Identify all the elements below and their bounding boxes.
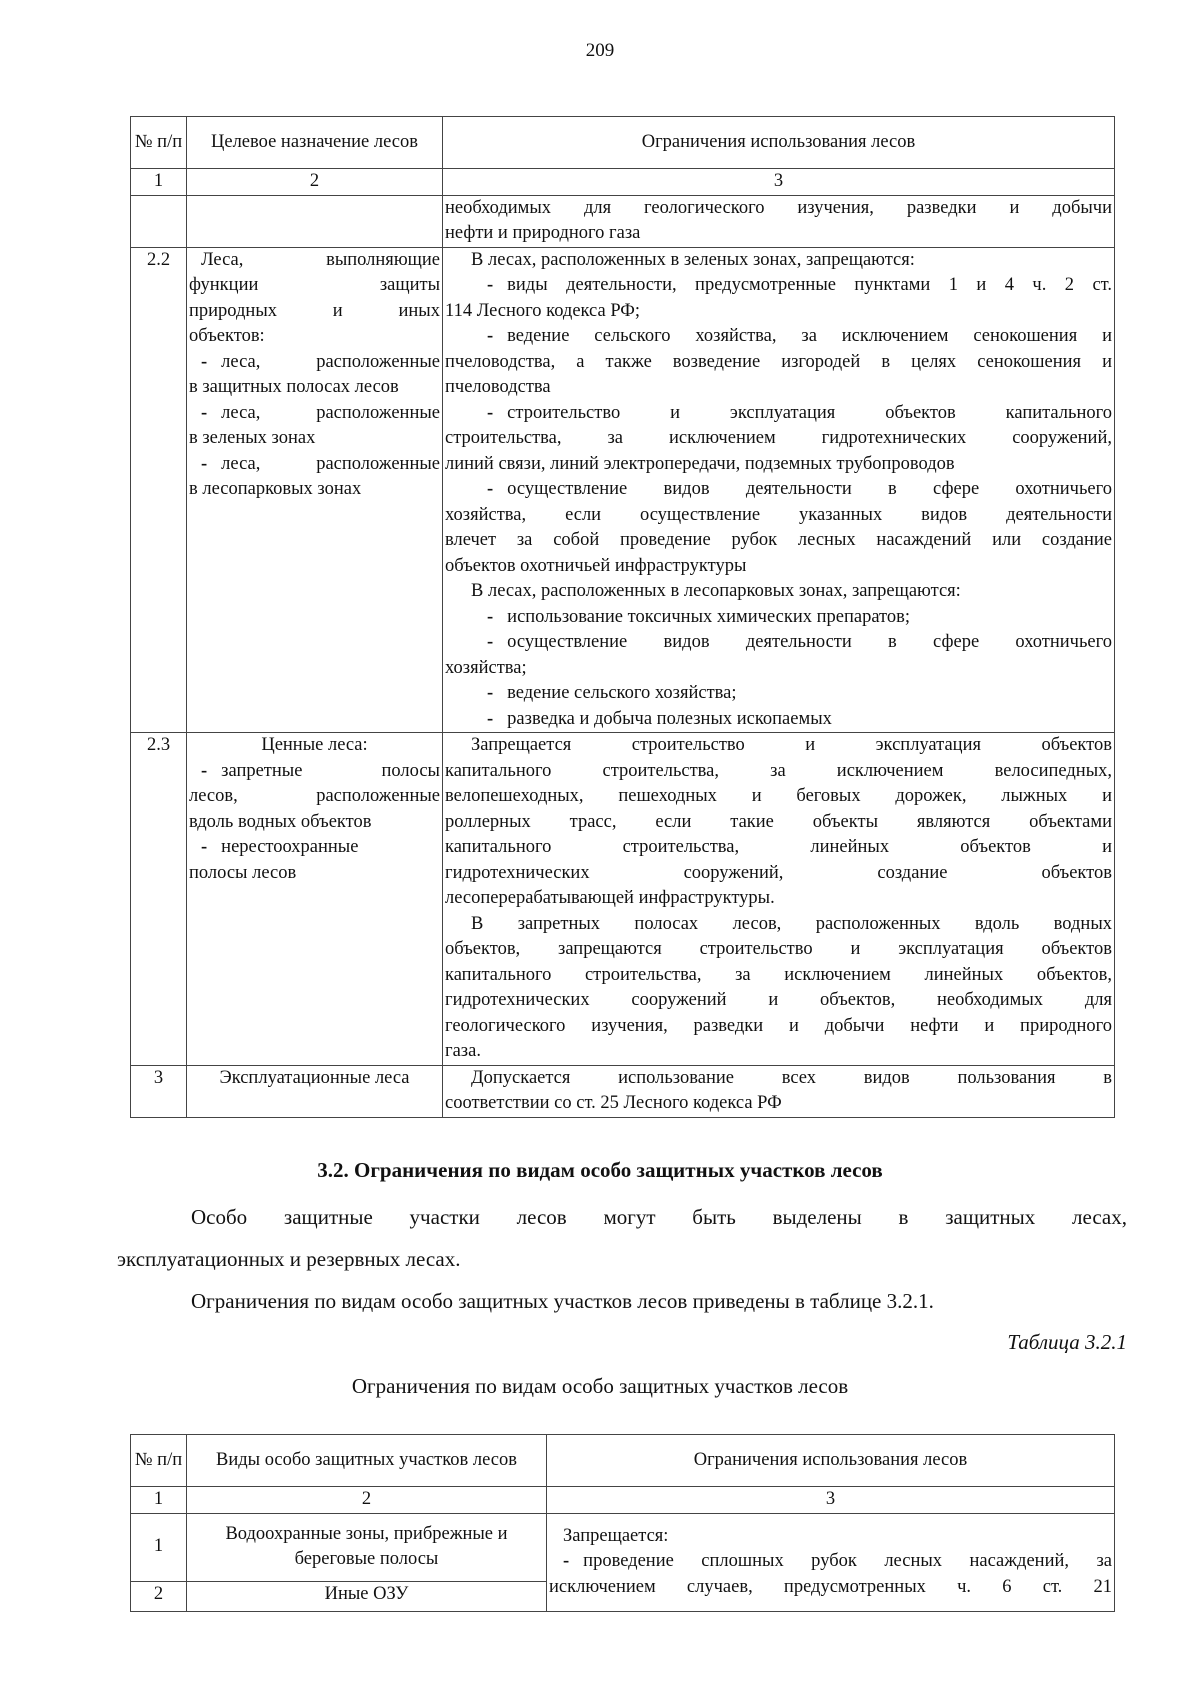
table-header-row [131, 1435, 1115, 1487]
area-type-cell: Иные ОЗУ [187, 1581, 547, 1611]
table-row [131, 1065, 1115, 1117]
page-number: 209 [585, 40, 615, 61]
purpose-cell: Эксплуатационные леса [187, 1065, 443, 1117]
table-row [131, 195, 1115, 247]
table-caption: Ограничения по видам особо защитных участков лесов [351, 1374, 849, 1398]
column-number: 2 [187, 169, 443, 196]
header-restrictions: Ограничения использования лесов [443, 117, 1115, 169]
table-header-row [131, 117, 1115, 169]
column-number-row [131, 169, 1115, 196]
column-number: 3 [547, 1487, 1115, 1514]
body-paragraph: Ограничения по видам особо защитных участков лесов приведены в таблице 3.2.1. [191, 1289, 934, 1313]
restrictions-cell: В лесах, расположенных в зеленых зонах, запрещаются: ‐ виды деятельности, предусмотренные пунктами 1 и 4 ч. 2 ст. 114 Лесного кодекса РФ; ‐ ведение сельского хозяйства, за исключением сенокошения и пчеловодства, а также возведение изгородей в целях сенокошения и пчеловодства ‐ строительство и эксплуатация объектов капитального строительства, за исключением гидротехнических сооружений, линий связи, линий электропередачи, подземных трубопроводов ‐ осуществление видов деятельности в сфере охотничьего хозяйства, если осуществление указанных видов деятельности влечет за собой проведение рубок лесных насаждений или создание объектов охотничьей инфраструктуры В лесах, расположенных в лесопарковых зонах, запрещаются: ‐ использование токсичных химических препаратов; ‐ осуществление видов деятельности в сфере охотничьего хозяйства; ‐ ведение сельского хозяйства; ‐ разведка и добыча полезных ископаемых [443, 247, 1115, 733]
column-number: 1 [131, 1487, 187, 1514]
body-paragraph: Особо защитные участки лесов могут быть выделены в защитных лесах, эксплуатационных и резервных лесах. [117, 1205, 1127, 1271]
row-number: 1 [131, 1513, 187, 1581]
restrictions-cell: Запрещается: ‐ проведение сплошных рубок лесных насаждений, за исключением случаев, предусмотренных ч. 6 ст. 21 [547, 1513, 1115, 1611]
section-heading: 3.2. Ограничения по видам особо защитных участков лесов [317, 1158, 883, 1182]
column-number: 2 [187, 1487, 547, 1514]
restrictions-cell: Допускается использование всех видов пользования в соответствии со ст. 25 Лесного кодекса РФ [443, 1065, 1115, 1117]
table-row [131, 1513, 1115, 1581]
column-number: 3 [443, 169, 1115, 196]
purpose-cell: Ценные леса: ‐ запретные полосы лесов, расположенные вдоль водных объектов ‐ нерестоохранные полосы лесов [187, 733, 443, 1066]
restrictions-cell: необходимых для геологического изучения, разведки и добычи нефти и природного газа [443, 195, 1115, 247]
table-number-label: Таблица 3.2.1 [1007, 1330, 1127, 1354]
area-type-cell: Водоохранные зоны, прибрежные и береговые полосы [187, 1513, 547, 1581]
restrictions-cell: Запрещается строительство и эксплуатация объектов капитального строительства, за исключением велосипедных, велопешеходных, пешеходных и беговых дорожек, лыжных и роллерных трасс, если такие объекты являются объектами капитального строительства, линейных объектов и гидротехнических сооружений, создание объектов лесоперерабатывающей инфраструктуры. В запретных полосах лесов, расположенных вдоль водных объектов, запрещаются строительство и эксплуатация объектов капитального строительства, за исключением линейных объектов, гидротехнических сооружений и объектов, необходимых для геологического изучения, разведки и добычи нефти и природного газа. [443, 733, 1115, 1066]
purpose-cell: Леса, выполняющие функции защиты природных и иных объектов: ‐ леса, расположенные в защитных полосах лесов ‐ леса, расположенные в зеленых зонах ‐ леса, расположенные в лесопарковых зонах [187, 247, 443, 733]
protected-areas-table [130, 1434, 1115, 1612]
row-number: 3 [131, 1065, 187, 1117]
header-number: № п/п [131, 1435, 187, 1487]
row-number: 2 [131, 1581, 187, 1611]
header-restrictions: Ограничения использования лесов [547, 1435, 1115, 1487]
row-number: 2.2 [131, 247, 187, 733]
table-row [131, 733, 1115, 1066]
header-purpose: Целевое назначение лесов [187, 117, 443, 169]
column-number: 1 [131, 169, 187, 196]
row-number: 2.3 [131, 733, 187, 1066]
header-number: № п/п [131, 117, 187, 169]
header-area-type: Виды особо защитных участков лесов [187, 1435, 547, 1487]
forest-purpose-table [130, 116, 1115, 1118]
table-row [131, 247, 1115, 733]
column-number-row [131, 1487, 1115, 1514]
